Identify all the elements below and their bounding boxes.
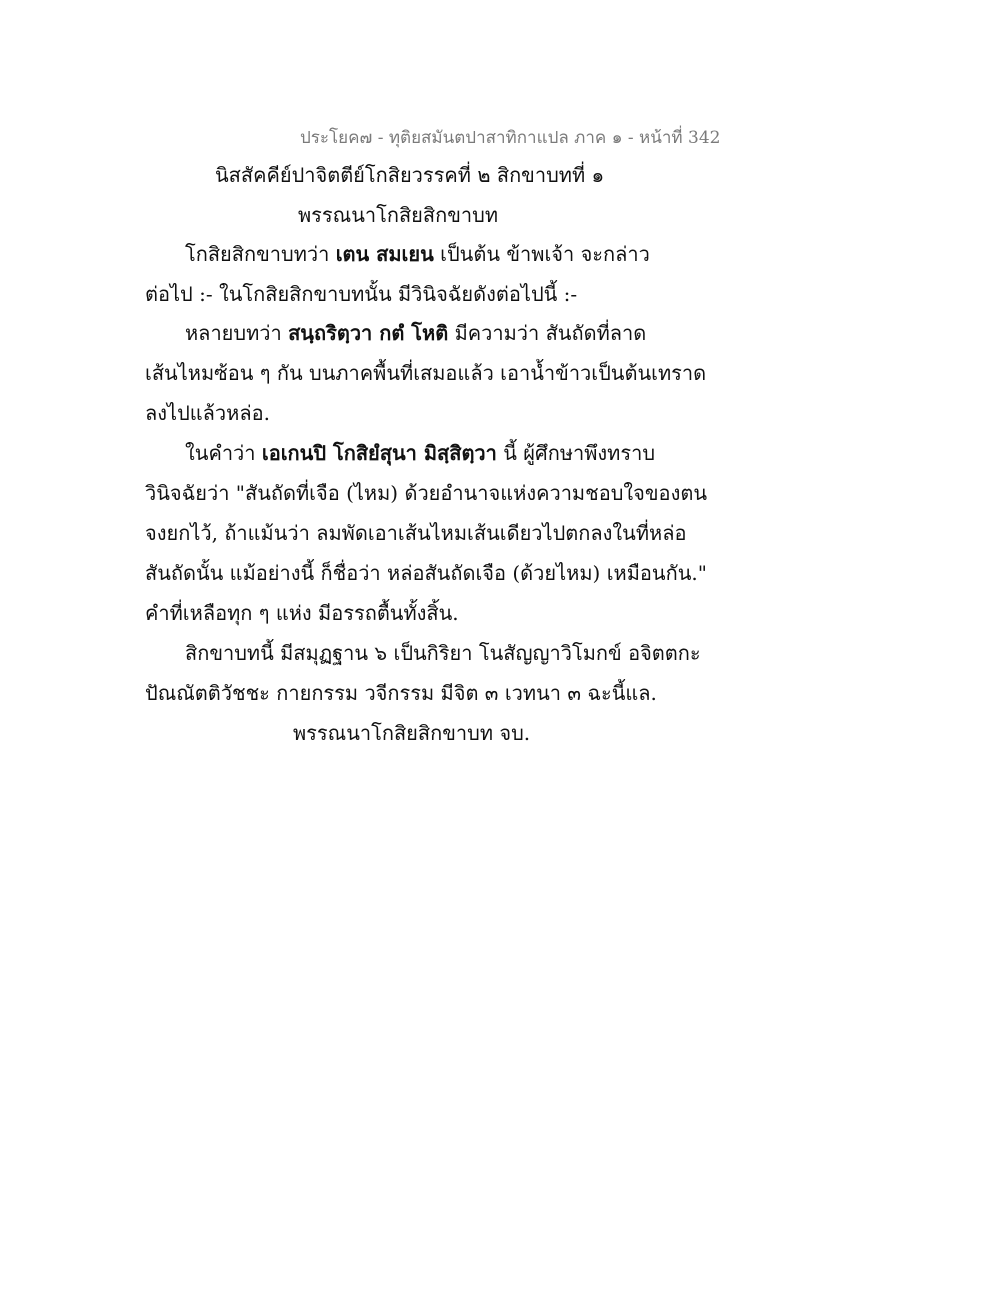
paragraph-2-line-1 [185, 318, 646, 348]
paragraph-2-line-2: เส้นไหมซ้อน ๆ กัน บนภาคพื้นที่เสมอแล้ว เอาน้ำข้าวเป็นต้นเทราด [145, 361, 707, 385]
paragraph-3-line-1 [185, 438, 655, 468]
text-run: โกสิยสิกขาบทว่า [185, 242, 336, 266]
paragraph-3-line-5: คำที่เหลือทุก ๆ แห่ง มีอรรถตื้นทั้งสิ้น. [145, 601, 459, 625]
text-run: หลายบทว่า [185, 321, 289, 345]
text-run: ในคำว่า [185, 441, 262, 465]
running-head: ประโยค๗ - ทุติยสมันตปาสาทิกาแปล ภาค ๑ - หน้าที่ 342 [300, 128, 721, 148]
text-run: เป็นต้น ข้าพเจ้า จะกล่าว [433, 242, 650, 266]
paragraph-1-line-2: ต่อไป :- ในโกสิยสิกขาบทนั้น มีวินิจฉัยดังต่อไปนี้ :- [145, 282, 578, 306]
chapter-heading: นิสสัคคีย์ปาจิตตีย์โกสิยวรรคที่ ๒ สิกขาบทที่ ๑ [215, 163, 605, 187]
paragraph-3-line-4: สันถัดนั้น แม้อย่างนี้ ก็ชื่อว่า หล่อสันถัดเจือ (ด้วยไหม) เหมือนกัน." [145, 561, 707, 585]
text-run: มีความว่า สันถัดที่ลาด [448, 321, 647, 345]
paragraph-2-line-3: ลงไปแล้วหล่อ. [145, 401, 270, 425]
paragraph-1-line-1 [185, 239, 650, 269]
section-title: พรรณนาโกสิยสิกขาบท [298, 203, 498, 227]
section-end-title: พรรณนาโกสิยสิกขาบท จบ. [293, 721, 531, 745]
pali-term: สนฺถริตฺวา กตํ โหติ [288, 321, 449, 345]
paragraph-3-line-3: จงยกไว้, ถ้าแม้นว่า ลมพัดเอาเส้นไหมเส้นเดียวไปตกลงในที่หล่อ [145, 521, 687, 545]
text-run: นี้ ผู้ศึกษาพึงทราบ [496, 441, 656, 465]
paragraph-3-line-2: วินิจฉัยว่า "สันถัดที่เจือ (ไหม) ด้วยอำนาจแห่งความชอบใจของตน [145, 481, 707, 505]
pali-term: เตน สมเยน [335, 242, 434, 266]
paragraph-4-line-1: สิกขาบทนี้ มีสมุฏฐาน ๖ เป็นกิริยา โนสัญญาวิโมกข์ อจิตตกะ [185, 641, 701, 665]
pali-term: เอเกนปิ โกสิยํสุนา มิสฺสิตฺวา [261, 441, 497, 465]
paragraph-4-line-2: ปัณณัตติวัชชะ กายกรรม วจีกรรม มีจิต ๓ เวทนา ๓ ฉะนี้แล. [145, 681, 657, 705]
